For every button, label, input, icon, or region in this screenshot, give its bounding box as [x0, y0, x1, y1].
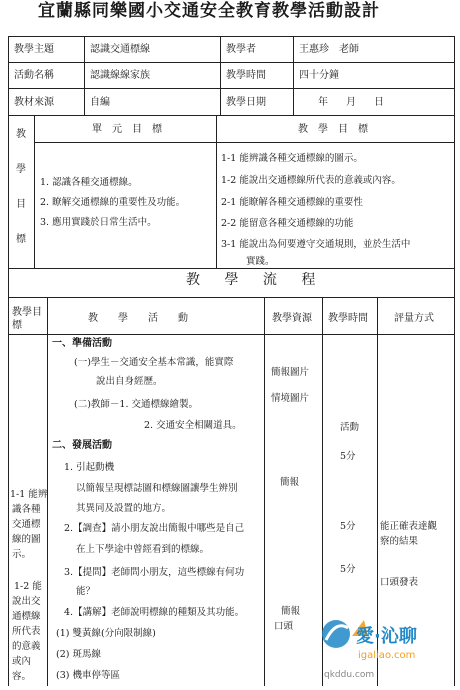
flow-goal-line: 或內: [12, 656, 32, 667]
flow-goal-line: 1-1 能辨: [10, 489, 48, 500]
eval-item: 能正確表達觀: [380, 521, 438, 532]
table-border: [8, 297, 454, 298]
flow-goal-line: 所代表: [12, 626, 41, 637]
watermark-logo: [318, 606, 458, 686]
time-value: 四十分鐘: [299, 70, 339, 81]
dev-item: (2) 斑馬線: [56, 649, 101, 660]
flow-goal-line: 線的圖: [12, 534, 41, 545]
activity-value: 認識線線家族: [90, 70, 150, 81]
teacher-value: 王惠珍 老師: [299, 44, 359, 55]
dev-item: (3) 機車停等區: [56, 670, 120, 681]
teach-goal-item: 3-1 能說出為何要遵守交通規則，並於生活中: [221, 239, 411, 250]
dev-item: 3.【提問】老師問小朋友，這些標線有何功: [64, 567, 245, 578]
dev-item: 1. 引起動機: [64, 462, 115, 473]
dev-item: (1) 雙黃線(分向限制線): [56, 628, 156, 639]
goal-side-char: 標: [16, 234, 26, 245]
teach-goal-header: 教 學 目 標: [298, 124, 368, 135]
dev-item: 能？: [76, 586, 96, 597]
col-time-header: 教學時間: [328, 313, 368, 324]
goal-side-char: 學: [16, 164, 26, 175]
teach-goal-item: 1-1 能辨識各種交通標線的圖示。: [221, 153, 363, 164]
table-border: [216, 115, 217, 268]
table-border: [8, 36, 9, 686]
table-border: [454, 36, 455, 686]
goal-side-char: 教: [16, 129, 26, 140]
table-border: [8, 334, 454, 335]
col-eval-header: 評量方式: [394, 313, 434, 324]
time-item: 5分: [340, 451, 356, 462]
date-day: 日: [374, 97, 384, 108]
unit-goal-item: 1. 認識各種交通標線。: [40, 177, 138, 188]
page-title: 宜蘭縣同樂國小交通安全教育教學活動設計: [38, 1, 380, 21]
watermark-url-2: qkddu.com: [324, 670, 375, 680]
flow-goal-line: 通標線: [12, 611, 41, 622]
flow-goal-line: 示。: [12, 549, 32, 560]
dev-item: 2.【調查】請小朋友說出簡報中哪些是自己: [64, 523, 245, 534]
teach-goal-item: 2-1 能瞭解各種交通標線的重要性: [221, 197, 363, 208]
flow-goal-line: 1-2 能: [14, 581, 42, 592]
section-dev: 二、發展活動: [52, 440, 112, 451]
table-border: [8, 62, 454, 63]
table-border: [8, 115, 454, 116]
section-prep: 一、準備活動: [52, 338, 112, 349]
flow-goal-line: 識各種: [12, 504, 41, 515]
teacher-label: 教學者: [226, 44, 256, 55]
prep-item: (二)教師－1. 交通標線繪製。: [74, 399, 198, 410]
table-border: [8, 36, 454, 37]
table-border: [34, 115, 35, 268]
topic-label: 教學主題: [14, 44, 54, 55]
teach-goal-item: 實踐。: [246, 256, 275, 267]
table-border: [264, 297, 265, 686]
flow-goal-line: 說出交: [12, 596, 41, 607]
table-border: [8, 88, 454, 89]
unit-goal-item: 2. 瞭解交通標線的重要性及功能。: [40, 197, 186, 208]
activity-label: 活動名稱: [14, 70, 54, 81]
dev-item: 以簡報呈現標誌圖和標線圖讓學生辨別: [76, 483, 238, 494]
flow-goal-line: 容。: [12, 671, 32, 682]
eval-item: 察的結果: [380, 536, 419, 547]
resource-item: 簡報圖片: [271, 367, 310, 378]
date-month: 月: [346, 97, 356, 108]
flow-title: 教 學 流 程: [186, 272, 326, 288]
time-item: 5分: [340, 564, 356, 575]
unit-goal-header: 單 元 目 標: [92, 124, 162, 135]
date-label: 教學日期: [226, 97, 266, 108]
table-border: [216, 142, 454, 143]
resource-item: 簡報: [280, 477, 300, 488]
prep-item: 2. 交通安全相關道具。: [144, 420, 242, 431]
date-year: 年: [318, 97, 328, 108]
teach-goal-item: 1-2 能說出交通標線所代表的意義或內容。: [221, 175, 401, 186]
resource-item: 口頭: [274, 621, 294, 632]
time-label: 教學時間: [226, 70, 266, 81]
time-item: 活動: [340, 422, 360, 433]
prep-item: 說出自身經歷。: [96, 376, 163, 387]
dev-item: 4.【講解】老師說明標線的種類及其功能。: [64, 607, 245, 618]
watermark-text: 愛·沁聊: [356, 626, 417, 647]
dev-item: 其異同及設置的地方。: [76, 503, 172, 514]
col-resource-header: 教學資源: [272, 313, 312, 324]
flow-goal-line: 交通標: [12, 519, 41, 530]
table-border: [84, 36, 85, 115]
goal-side-char: 目: [16, 199, 26, 210]
resource-item: 情境圖片: [271, 393, 310, 404]
dev-item: 在上下學途中曾經看到的標線。: [76, 544, 210, 555]
resource-item: 簡報: [281, 606, 301, 617]
time-item: 5分: [340, 521, 356, 532]
col-activity-header: 教 學 活 動: [88, 313, 188, 324]
table-border: [293, 36, 294, 115]
source-label: 教材來源: [14, 97, 54, 108]
table-border: [8, 268, 454, 269]
teach-goal-item: 2-2 能留意各種交通標線的功能: [221, 218, 354, 229]
col-goal-header: 教學目標: [12, 307, 42, 331]
watermark-url: igaliao.com: [358, 650, 416, 661]
table-border: [34, 142, 216, 143]
eval-item: 口頭發表: [380, 577, 419, 588]
unit-goal-item: 3. 應用實踐於日常生活中。: [40, 217, 157, 228]
table-border: [220, 36, 221, 115]
topic-value: 認識交通標線: [90, 44, 150, 55]
flow-goal-line: 的意義: [12, 641, 41, 652]
source-value: 自編: [90, 97, 110, 108]
prep-item: (一)學生－交通安全基本常識，能實際: [74, 357, 234, 368]
